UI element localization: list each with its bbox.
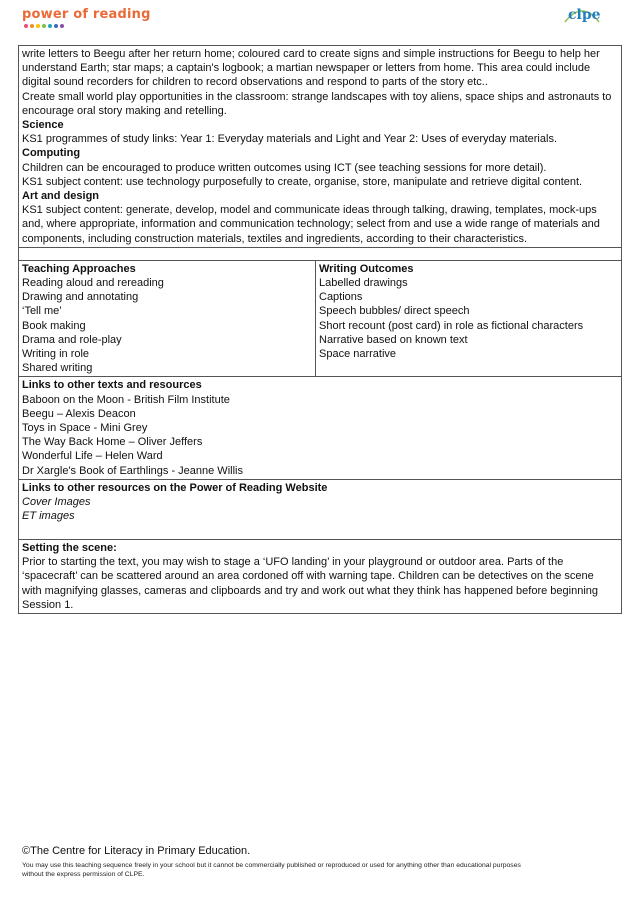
scene-text: with magnifying glasses, cameras and clipboards and try and work out what they think has happened before beginning [22,584,599,597]
logo-dot [36,24,40,28]
list-item: Baboon on the Moon - British Film Institute [22,393,230,406]
scene-row [19,539,622,613]
usage-notice-line: without the express permission of CLPE. [22,871,145,878]
art-text: and, where appropriate, information and communication technology; select from and use a wide range of materials and [22,218,600,231]
document-table [18,45,622,614]
list-item: Cover Images [22,496,91,509]
list-item: Reading aloud and rereading [22,277,164,290]
scene-cell [19,539,622,613]
list-item: Short recount (post card) in role as fictional characters [319,319,584,332]
links-texts-heading: Links to other texts and resources [22,379,202,392]
list-item: Toys in Space - Mini Grey [22,422,148,435]
computing-heading: Computing [22,147,81,160]
list-item: Captions [319,291,363,304]
art-text: KS1 subject content: generate, develop, model and communicate ideas through talking, drawing, templates, mock-ups [22,204,597,217]
list-item: Narrative based on known text [319,333,468,346]
activities-row [19,46,622,248]
text-line: digital sound recorders for children to record observations and respond to parts of the story etc.. [22,76,488,89]
logo-dot [24,24,28,28]
list-item: Drawing and annotating [22,291,139,304]
logo-dot [42,24,46,28]
list-item: Drama and role-play [22,333,122,346]
list-item: Dr Xargle's Book of Earthlings - Jeanne Willis [22,464,243,477]
text-line: understand Earth; star maps; a captain's logbook; a martian newspaper or letters from home. This area could include [22,62,591,75]
logo-dots [24,24,64,28]
approaches-row [19,260,622,377]
links-texts-row [19,377,622,479]
scene-text: ‘spacecraft’ can be scattered around an area cordoned off with warning tape. Children can be detectives on the scene [22,570,594,583]
copyright-text: ©The Centre for Literacy in Primary Education. [22,845,251,857]
power-of-reading-logo [22,5,151,23]
spacer-cell [19,247,622,260]
list-item: Labelled drawings [319,277,408,290]
list-item: Shared writing [22,362,93,375]
list-item: ‘Tell me’ [22,305,62,318]
writing-outcomes-cell [316,260,622,377]
activities-cell [19,46,622,248]
teaching-approaches-heading: Teaching Approaches [22,262,136,275]
logo-dot [30,24,34,28]
clpe-logo-text: clpe [568,7,601,23]
links-texts-list [22,393,618,478]
links-web-heading: Links to other resources on the Power of Reading Website [22,481,328,494]
links-web-cell [19,479,622,539]
clpe-logo [562,2,602,42]
scene-text: Session 1. [22,598,74,611]
teaching-approaches-cell [19,260,316,377]
usage-notice-line: You may use this teaching sequence freely in your school but it cannot be commercially published or reproduced or used for anything other than educational purposes [22,862,521,869]
writing-outcomes-list [319,276,618,361]
list-item: Book making [22,319,86,332]
art-heading: Art and design [22,190,100,203]
art-text: components, including construction materials, textiles and ingredients, according to their characteristics. [22,232,528,245]
logo-text: power of reading [22,7,151,22]
text-line: encourage oral story making and retelling. [22,104,227,117]
text-line: write letters to Beegu after her return home; coloured card to create signs and simple instructions for Beegu to help her [22,48,600,60]
list-item: Beegu – Alexis Deacon [22,407,136,420]
list-item: Wonderful Life – Helen Ward [22,450,163,463]
scene-text: Prior to starting the text, you may wish to stage a ‘UFO landing’ in your playground or outdoor area. Parts of the [22,556,564,569]
logo-dot [60,24,64,28]
text-line: Create small world play opportunities in the classroom: strange landscapes with toy aliens, space ships and astronauts to [22,90,612,103]
logo-dot [48,24,52,28]
logo-dot [54,24,58,28]
page-header [0,0,638,46]
computing-text: Children can be encouraged to produce written outcomes using ICT (see teaching sessions for more detail). [22,161,547,174]
spacer-row [19,247,622,260]
scene-heading: Setting the scene: [22,541,117,554]
teaching-approaches-list [22,276,312,375]
science-heading: Science [22,119,64,132]
list-item: ET images [22,510,75,523]
science-text: KS1 programmes of study links: Year 1: Everyday materials and Light and Year 2: Uses of everyday materials. [22,133,557,146]
list-item: Writing in role [22,348,90,361]
list-item: Space narrative [319,348,397,361]
computing-text: KS1 subject content: use technology purposefully to create, organise, store, manipulate and retrieve digital content. [22,175,583,188]
list-item: Speech bubbles/ direct speech [319,305,470,318]
writing-outcomes-heading: Writing Outcomes [319,262,414,275]
links-web-list [22,495,618,523]
list-item: The Way Back Home – Oliver Jeffers [22,436,203,449]
links-texts-cell [19,377,622,479]
usage-notice [22,861,622,879]
links-web-row [19,479,622,539]
page-footer [22,845,622,879]
